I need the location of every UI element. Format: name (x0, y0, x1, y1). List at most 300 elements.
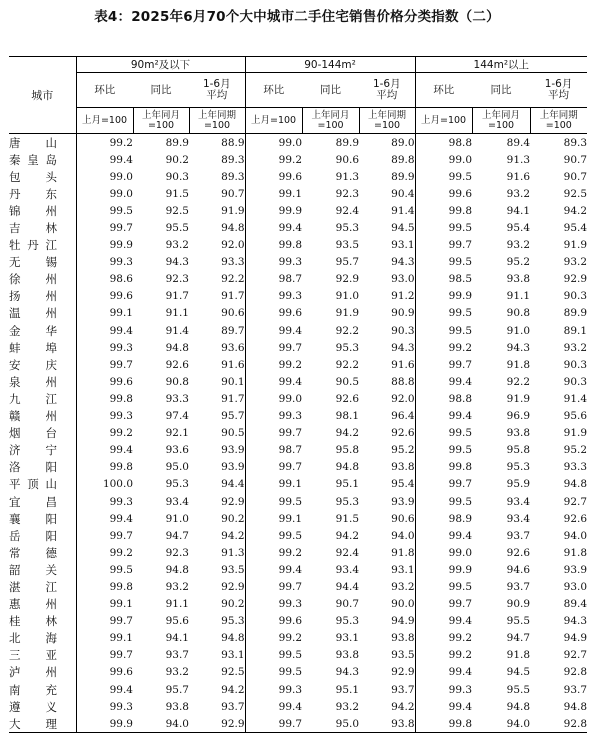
sub-header-row (9, 73, 587, 108)
table-row (9, 408, 587, 425)
table-row (9, 544, 587, 561)
city-cell (9, 254, 76, 271)
index-value-cell: 91.5 (165, 187, 189, 200)
city-cell (9, 356, 76, 373)
city-name: 烟 台 (9, 426, 57, 441)
city-cell (9, 613, 76, 630)
city-name: 徐 州 (9, 272, 57, 287)
index-value-cell: 90.3 (391, 324, 415, 337)
index-value-cell: 95.8 (335, 444, 360, 457)
index-value-cell: 91.9 (563, 239, 588, 252)
index-value-cell: 99.4 (415, 373, 472, 390)
index-value-cell: 99.2 (415, 630, 472, 647)
index-value-cell: 90.3 (563, 375, 588, 388)
city-cell (9, 596, 76, 613)
index-value-cell: 93.7 (563, 683, 588, 696)
index-value-cell: 91.2 (391, 290, 415, 303)
index-value-cell: 89.7 (221, 324, 245, 337)
index-value-cell: 99.0 (415, 544, 472, 561)
index-value-cell: 95.0 (165, 461, 189, 474)
city-name: 岳 阳 (9, 528, 57, 543)
index-value-cell: 95.7 (221, 410, 245, 423)
city-cell (9, 305, 76, 322)
mom-header: 环比 (415, 73, 472, 108)
city-cell (9, 168, 76, 185)
index-value-cell: 92.9 (189, 715, 245, 733)
index-value-cell: 91.8 (391, 546, 415, 559)
index-value-cell: 98.1 (335, 410, 360, 423)
city-name: 安 庆 (9, 357, 57, 372)
table-row (9, 493, 587, 510)
city-name: 常 德 (9, 545, 57, 560)
index-value-cell: 92.0 (391, 392, 415, 405)
index-value-cell: 99.5 (415, 493, 472, 510)
index-value-cell: 94.1 (165, 632, 189, 645)
index-value-cell: 99.2 (76, 134, 133, 152)
index-value-cell: 91.3 (506, 153, 531, 166)
table-row (9, 715, 587, 733)
ytd-base-header: 上年同期 =100 (530, 108, 587, 134)
index-value-cell: 94.4 (221, 478, 245, 491)
index-value-cell: 93.8 (165, 700, 189, 713)
index-value-cell: 99.2 (415, 339, 472, 356)
index-value-cell: 99.5 (76, 202, 133, 219)
city-cell (9, 390, 76, 407)
index-value-cell: 92.6 (506, 546, 531, 559)
index-value-cell: 92.9 (391, 666, 415, 679)
index-value-cell: 99.6 (76, 373, 133, 390)
index-value-cell: 93.7 (391, 683, 415, 696)
city-cell (9, 185, 76, 202)
table-row (9, 425, 587, 442)
index-value-cell: 94.8 (506, 700, 531, 713)
city-cell (9, 664, 76, 681)
index-value-cell: 93.5 (391, 649, 415, 662)
index-value-cell: 99.6 (245, 305, 302, 322)
index-value-cell: 93.9 (391, 495, 415, 508)
index-value-cell: 99.7 (245, 425, 302, 442)
index-value-cell: 91.0 (165, 512, 189, 525)
city-name: 南 充 (9, 682, 57, 697)
index-value-cell: 94.3 (563, 615, 588, 628)
city-name: 平 顶 山 (9, 477, 57, 492)
index-value-cell: 91.6 (391, 358, 415, 371)
city-name: 丹 东 (9, 186, 57, 201)
city-cell (9, 134, 76, 152)
index-value-cell: 94.8 (335, 461, 360, 474)
index-value-cell: 95.4 (506, 222, 531, 235)
index-value-cell: 94.3 (391, 256, 415, 269)
index-value-cell: 94.8 (563, 478, 588, 491)
index-value-cell: 99.4 (415, 698, 472, 715)
index-value-cell: 93.1 (335, 632, 360, 645)
city-name: 蚌 埠 (9, 340, 57, 355)
index-value-cell: 90.7 (335, 598, 360, 611)
ytd-avg-header: 1-6月 平均 (202, 78, 231, 101)
index-value-cell: 99.0 (76, 168, 133, 185)
city-name: 九 江 (9, 391, 57, 406)
index-value-cell: 89.3 (221, 170, 245, 183)
index-value-cell: 93.4 (506, 495, 531, 508)
index-value-cell: 98.7 (245, 442, 302, 459)
index-value-cell: 90.3 (563, 290, 588, 303)
index-value-cell: 99.1 (245, 510, 302, 527)
index-value-cell: 92.6 (563, 512, 588, 525)
table-row (9, 219, 587, 236)
index-value-cell: 99.8 (76, 459, 133, 476)
city-cell (9, 322, 76, 339)
table-row (9, 578, 587, 595)
index-value-cell: 92.8 (530, 715, 587, 733)
table-row (9, 698, 587, 715)
city-cell (9, 630, 76, 647)
index-value-cell: 99.6 (245, 613, 302, 630)
table-row (9, 339, 587, 356)
index-value-cell: 93.9 (563, 563, 588, 576)
index-value-cell: 95.5 (165, 222, 189, 235)
index-value-cell: 93.8 (506, 273, 531, 286)
index-value-cell: 99.2 (415, 647, 472, 664)
city-cell (9, 510, 76, 527)
table-row (9, 356, 587, 373)
index-value-cell: 92.4 (335, 546, 360, 559)
index-value-cell: 94.8 (221, 632, 245, 645)
index-value-cell: 99.2 (245, 544, 302, 561)
city-name: 扬 州 (9, 289, 57, 304)
table-row (9, 390, 587, 407)
index-value-cell: 99.3 (245, 288, 302, 305)
index-value-cell: 89.9 (335, 136, 360, 149)
index-value-cell: 99.9 (415, 561, 472, 578)
index-value-cell: 93.5 (221, 563, 245, 576)
index-value-cell: 95.8 (506, 444, 531, 457)
index-value-cell: 90.2 (221, 512, 245, 525)
index-value-cell: 95.3 (335, 222, 360, 235)
city-cell (9, 561, 76, 578)
index-value-cell: 92.2 (335, 358, 360, 371)
city-name: 洛 阳 (9, 460, 57, 475)
index-value-cell: 89.9 (165, 136, 189, 149)
index-value-cell: 98.5 (415, 271, 472, 288)
index-value-cell: 94.2 (335, 529, 360, 542)
index-value-cell: 92.6 (391, 427, 415, 440)
index-value-cell: 89.4 (563, 598, 588, 611)
index-value-cell: 93.7 (506, 529, 531, 542)
city-name: 秦 皇 岛 (9, 152, 57, 167)
index-value-cell: 88.9 (221, 136, 245, 149)
index-value-cell: 90.6 (335, 153, 360, 166)
index-value-cell: 99.0 (76, 185, 133, 202)
index-value-cell: 99.5 (415, 442, 472, 459)
index-value-cell: 99.5 (245, 647, 302, 664)
index-value-cell: 94.3 (506, 341, 531, 354)
index-value-cell: 93.0 (391, 273, 415, 286)
index-value-cell: 99.8 (76, 578, 133, 595)
index-value-cell: 99.7 (76, 356, 133, 373)
index-value-cell: 99.0 (245, 390, 302, 407)
index-value-cell: 94.6 (506, 563, 531, 576)
index-value-cell: 99.2 (245, 356, 302, 373)
mom-base-header: 上月=100 (415, 108, 472, 134)
index-value-cell: 89.1 (563, 324, 588, 337)
index-value-cell: 95.4 (391, 478, 415, 491)
table-row (9, 613, 587, 630)
index-value-cell: 99.7 (415, 596, 472, 613)
table-row (9, 630, 587, 647)
index-value-cell: 94.9 (563, 632, 588, 645)
index-value-cell: 95.2 (563, 444, 588, 457)
index-value-cell: 91.5 (335, 512, 360, 525)
index-value-cell: 95.2 (506, 256, 531, 269)
city-cell (9, 202, 76, 219)
index-value-cell: 99.5 (415, 219, 472, 236)
index-value-cell: 99.5 (245, 493, 302, 510)
index-value-cell: 99.7 (76, 647, 133, 664)
index-value-cell: 91.4 (165, 324, 189, 337)
index-value-cell: 95.3 (335, 615, 360, 628)
index-value-cell: 99.2 (245, 630, 302, 647)
index-value-cell: 90.5 (335, 375, 360, 388)
table-row (9, 596, 587, 613)
table-row (9, 168, 587, 185)
index-value-cell: 91.9 (221, 204, 245, 217)
index-value-cell: 99.8 (76, 390, 133, 407)
index-value-cell: 95.2 (391, 444, 415, 457)
index-value-cell: 92.2 (506, 375, 531, 388)
index-value-cell: 93.8 (506, 427, 531, 440)
index-value-cell: 99.7 (245, 715, 302, 733)
index-value-cell: 92.3 (165, 546, 189, 559)
index-value-cell: 91.7 (221, 392, 245, 405)
index-value-cell: 94.2 (335, 427, 360, 440)
index-value-cell: 92.9 (221, 580, 245, 593)
city-name: 温 州 (9, 306, 57, 321)
table-row (9, 322, 587, 339)
index-value-cell: 94.0 (391, 529, 415, 542)
yoy-header: 同比 (320, 83, 342, 96)
index-value-cell: 92.5 (165, 204, 189, 217)
index-value-cell: 99.5 (76, 561, 133, 578)
index-value-cell: 99.1 (76, 630, 133, 647)
table-body (9, 134, 587, 733)
index-value-cell: 99.8 (415, 715, 472, 733)
index-value-cell: 93.9 (221, 444, 245, 457)
index-value-cell: 94.5 (506, 666, 531, 679)
index-value-cell: 92.7 (563, 495, 588, 508)
index-value-cell: 99.3 (76, 339, 133, 356)
index-value-cell: 93.7 (221, 700, 245, 713)
index-value-cell: 90.7 (221, 187, 245, 200)
city-cell (9, 698, 76, 715)
index-value-cell: 95.5 (506, 615, 531, 628)
index-value-cell: 90.5 (221, 427, 245, 440)
index-value-cell: 92.4 (335, 204, 360, 217)
table-row (9, 647, 587, 664)
index-value-cell: 99.4 (245, 322, 302, 339)
index-value-cell: 91.1 (165, 307, 189, 320)
index-value-cell: 93.7 (506, 580, 531, 593)
index-value-cell: 88.8 (391, 375, 415, 388)
index-value-cell: 98.8 (415, 390, 472, 407)
index-value-cell: 91.4 (563, 392, 588, 405)
index-value-cell: 98.7 (245, 271, 302, 288)
index-value-cell: 91.0 (335, 290, 360, 303)
index-value-cell: 99.3 (245, 681, 302, 698)
city-name: 牡 丹 江 (9, 238, 57, 253)
index-value-cell: 99.7 (76, 219, 133, 236)
index-value-cell: 99.1 (76, 596, 133, 613)
index-value-cell: 99.4 (245, 373, 302, 390)
index-value-cell: 94.7 (506, 632, 531, 645)
index-value-cell: 99.4 (76, 510, 133, 527)
index-value-cell: 95.5 (506, 683, 531, 696)
table-header (9, 57, 587, 134)
city-name: 韶 关 (9, 562, 57, 577)
index-value-cell: 89.8 (391, 153, 415, 166)
table-row (9, 185, 587, 202)
index-value-cell: 99.8 (415, 202, 472, 219)
index-value-cell: 95.1 (335, 478, 360, 491)
price-index-table (9, 56, 587, 733)
city-name: 无 锡 (9, 255, 57, 270)
index-value-cell: 99.7 (76, 613, 133, 630)
index-value-cell: 94.8 (221, 222, 245, 235)
index-value-cell: 94.2 (563, 204, 588, 217)
ytd-avg-header: 1-6月 平均 (372, 78, 401, 101)
index-value-cell: 93.1 (391, 239, 415, 252)
index-value-cell: 89.0 (391, 136, 415, 149)
city-name: 锦 州 (9, 203, 57, 218)
index-value-cell: 99.5 (415, 168, 472, 185)
index-value-cell: 93.2 (563, 256, 588, 269)
table-row (9, 151, 587, 168)
index-value-cell: 94.2 (221, 683, 245, 696)
index-value-cell: 89.9 (391, 170, 415, 183)
index-value-cell: 99.3 (76, 408, 133, 425)
index-value-cell: 95.3 (335, 495, 360, 508)
city-cell (9, 339, 76, 356)
index-value-cell: 99.4 (415, 664, 472, 681)
index-value-cell: 90.6 (221, 307, 245, 320)
index-value-cell: 91.7 (165, 290, 189, 303)
index-value-cell: 92.2 (335, 324, 360, 337)
index-value-cell: 93.2 (165, 666, 189, 679)
mom-header: 环比 (76, 73, 133, 108)
city-name: 湛 江 (9, 579, 57, 594)
index-value-cell: 90.8 (506, 307, 531, 320)
index-value-cell: 95.3 (165, 478, 189, 491)
index-value-cell: 89.4 (506, 136, 531, 149)
index-value-cell: 93.3 (563, 461, 588, 474)
index-value-cell: 92.9 (221, 495, 245, 508)
index-value-cell: 99.7 (245, 459, 302, 476)
city-cell (9, 527, 76, 544)
index-value-cell: 99.7 (415, 356, 472, 373)
index-value-cell: 99.4 (76, 442, 133, 459)
table-row (9, 561, 587, 578)
index-value-cell: 92.5 (221, 666, 245, 679)
mom-header: 环比 (245, 73, 302, 108)
city-cell (9, 459, 76, 476)
index-value-cell: 92.8 (563, 666, 588, 679)
index-value-cell: 91.1 (506, 290, 531, 303)
index-value-cell: 93.6 (221, 341, 245, 354)
index-value-cell: 99.2 (245, 151, 302, 168)
index-value-cell: 90.9 (506, 598, 531, 611)
index-value-cell: 99.8 (415, 459, 472, 476)
index-value-cell: 99.5 (415, 425, 472, 442)
index-value-cell: 96.9 (506, 410, 531, 423)
index-value-cell: 94.0 (472, 715, 530, 733)
city-cell (9, 647, 76, 664)
index-value-cell: 94.9 (391, 615, 415, 628)
city-cell (9, 493, 76, 510)
city-name: 济 宁 (9, 443, 57, 458)
index-value-cell: 99.7 (245, 339, 302, 356)
city-name: 北 海 (9, 631, 57, 646)
ytd-base-header: 上年同期 =100 (359, 108, 415, 134)
index-value-cell: 99.0 (415, 151, 472, 168)
index-value-cell: 99.5 (415, 578, 472, 595)
index-value-cell: 92.3 (335, 187, 360, 200)
index-value-cell: 99.3 (76, 254, 133, 271)
index-value-cell: 95.4 (563, 222, 588, 235)
index-value-cell: 93.8 (391, 461, 415, 474)
index-value-cell: 91.3 (221, 546, 245, 559)
index-value-cell: 94.0 (563, 529, 588, 542)
index-value-cell: 90.3 (165, 170, 189, 183)
index-value-cell: 99.5 (415, 322, 472, 339)
index-value-cell: 99.4 (76, 322, 133, 339)
city-cell (9, 408, 76, 425)
city-name: 赣 州 (9, 409, 57, 424)
city-cell (9, 681, 76, 698)
index-value-cell: 99.1 (245, 476, 302, 493)
index-value-cell: 93.6 (165, 444, 189, 457)
city-name: 三 亚 (9, 648, 57, 663)
city-name: 泸 州 (9, 665, 57, 680)
ytd-avg-header: 1-6月 平均 (544, 78, 573, 101)
group-header-large: 144m²以上 (415, 57, 587, 73)
index-value-cell: 92.2 (221, 273, 245, 286)
table-row (9, 459, 587, 476)
index-value-cell: 99.4 (76, 151, 133, 168)
index-value-cell: 99.3 (245, 408, 302, 425)
index-value-cell: 99.9 (76, 715, 133, 733)
city-cell (9, 219, 76, 236)
index-value-cell: 91.1 (165, 598, 189, 611)
index-value-cell: 91.0 (506, 324, 531, 337)
index-value-cell: 93.2 (335, 700, 360, 713)
table-row (9, 305, 587, 322)
city-name: 惠 州 (9, 597, 57, 612)
city-cell (9, 151, 76, 168)
table-row (9, 476, 587, 493)
index-value-cell: 94.7 (165, 529, 189, 542)
table-row (9, 202, 587, 219)
index-value-cell: 99.3 (245, 254, 302, 271)
table-row (9, 681, 587, 698)
index-value-cell: 92.6 (165, 358, 189, 371)
index-value-cell: 94.4 (335, 580, 360, 593)
table-row (9, 510, 587, 527)
index-value-cell: 94.0 (133, 715, 189, 733)
index-value-cell: 90.9 (391, 307, 415, 320)
index-value-cell: 99.6 (245, 168, 302, 185)
index-value-cell: 94.8 (165, 341, 189, 354)
index-value-cell: 95.1 (335, 683, 360, 696)
city-name: 遵 义 (9, 699, 57, 714)
